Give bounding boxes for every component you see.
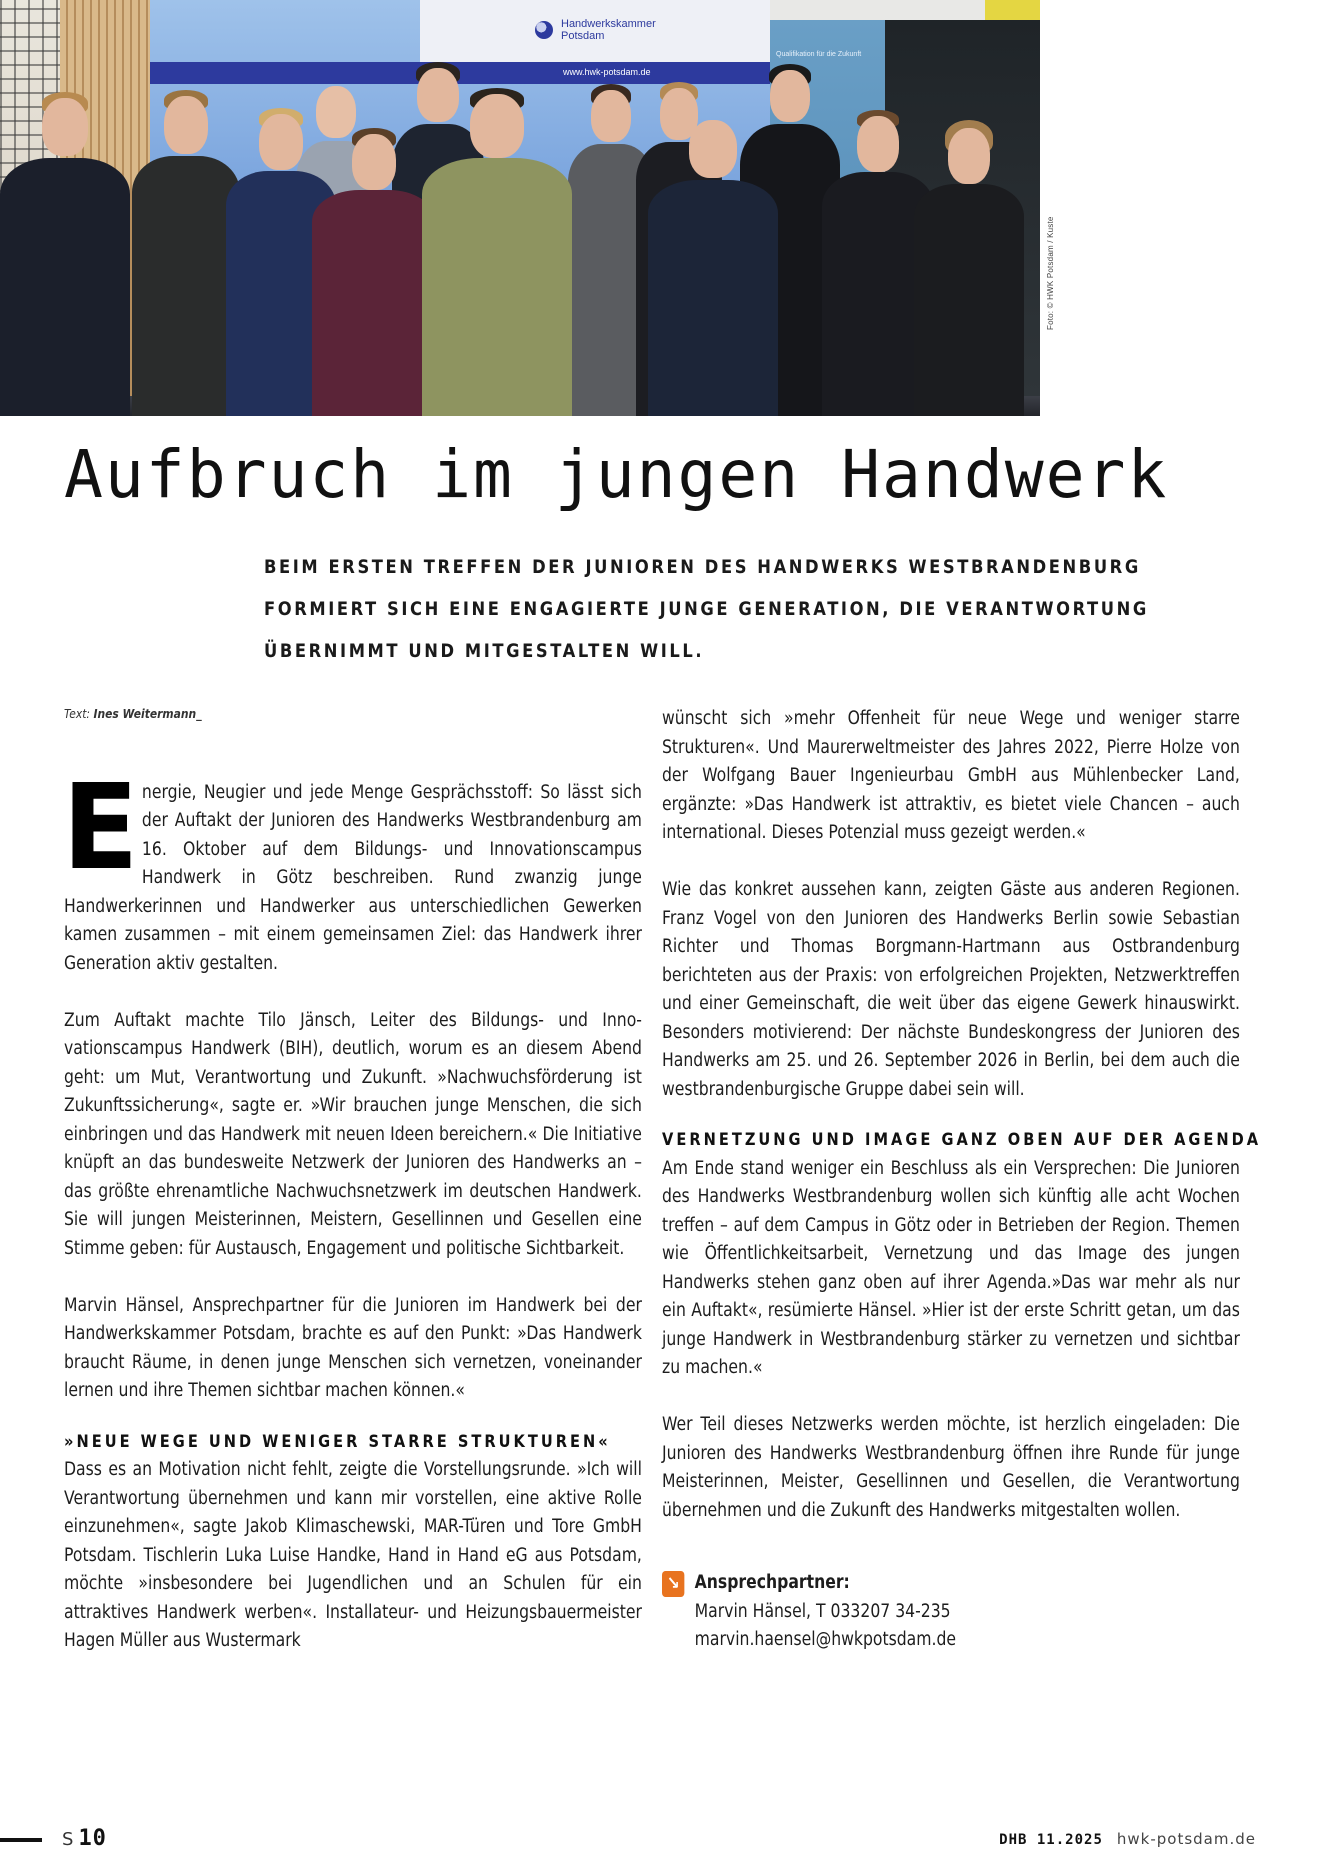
paragraph: Wie das konkret aussehen kann, zeigten Gäste aus anderen Regionen. Franz Vogel von den Junioren des Handwerks Berlin sowie Sebastian Richter und Thomas Borgmann-Hartmann aus Ostbrandenburg berichteten aus der Praxis: von erfolgreichen Projekten, Netzwerktreffen und einer Gemeinschaft, die weit über das eigene Gewerk hinauswirkt. Besonders motivierend: Der nächste Bundeskongress der Junioren des Handwerks am 25. und 26. September 2026 in Berlin, bei dem auch die westbrandenburgische Gruppe dabei sein will. <box>662 879 1240 1100</box>
person <box>422 92 572 416</box>
yellow-wall-accent <box>985 0 1040 20</box>
drop-cap: E <box>62 757 139 896</box>
paragraph: wünscht sich »mehr Offenheit für neue Wege und weniger starre Strukturen«. Und Maurerweltmeister des Jahres 2022, Pierre Holze von der Wolfgang Bauer Ingenieurbau GmbH aus Mühlenbecker Land, ergänzte: »Das Handwerk ist attraktiv, es bietet viele Chancen – auch international. Dieses Potenzial muss gezeigt werden.« <box>662 708 1240 843</box>
lead-line: BEIM ERSTEN TREFFEN DER JUNIOREN DES HANDWERKS WESTBRANDENBURG <box>264 556 1141 578</box>
issue-label: DHB 11.2025 <box>999 1832 1103 1848</box>
article-title: Aufbruch im jungen Handwerk <box>64 436 1169 513</box>
person <box>0 96 130 416</box>
subheading: »NEUE WEGE UND WENIGER STARRE STRUKTUREN« <box>64 1431 611 1452</box>
person <box>312 132 436 416</box>
subheading: VERNETZUNG UND IMAGE GANZ OBEN AUF DER AGENDA <box>662 1130 1262 1150</box>
paragraph-intro: Energie, Neugier und jede Menge Gesprächsstoff: So lässt sich der Auftakt der Junioren des Handwerks Westbrandenburg am 16. Oktober auf dem Bildungs- und Innovationscampus Handwerk in Götz beschreiben. Rund zwanzig junge Handwerkerinnen und Handwerker aus unterschiedlichen Gewerken kamen zusammen – mit einem gemeinsamen Ziel: das Handwerk ihrer Generation aktiv gestalten. <box>62 757 642 974</box>
contact-name-phone: Marvin Hänsel, T 033207 34-235 <box>694 1600 951 1622</box>
photo-credit: Foto: © HWK Potsdam / Kuste <box>1046 216 1055 330</box>
chamber-logo <box>535 18 656 42</box>
info-panel-text: Qualifikation für die Zukunft <box>776 51 862 58</box>
banner-org-line2: Potsdam <box>561 30 605 43</box>
paragraph: Zum Auftakt machte Tilo Jänsch, Leiter des Bildungs- und Innovationscampus Handwerk (BIH), deutlich, worum es an diesem Abend geht: um Mut, Verantwortung und Zukunft. »Nachwuchsförderung ist Zukunftssicherung«, sagte er. »Wir brauchen junge Menschen, die sich einbringen und das Handwerk mit neuen Ideen bereichern.« Die Initiative knüpft an das bundesweite Netzwerk der Junioren des Handwerks an – das größte ehrenamtliche Nachwuchsnetzwerk im deutschen Handwerk. Sie will jungen Meisterinnen, Meistern, Gesellinnen und Gesellen eine Stimme geben: für Austausch, Engagement und politische Sichtbarkeit. <box>64 1009 642 1259</box>
byline <box>64 700 642 729</box>
paragraph: Dass es an Motivation nicht fehlt, zeigte die Vorstellungsrunde. »Ich will Verantwortung übernehmen und kann mir vorstellen, eine aktive Rolle einzunehmen«, sagte Jakob Klimaschewski, MAR-Türen und Tore GmbH Potsdam. Tischlerin Luka Luise Handke, Hand in Hand eG aus Potsdam, möchte »insbesondere bei Jugendlichen und an Schulen für ein attraktives Handwerk werben«. Installateur- und Heizungsbauermeister Hagen Müller aus Wustermark <box>64 1459 642 1651</box>
lead-line: FORMIERT SICH EINE ENGAGIERTE JUNGE GENERATION, DIE VERANTWORTUNG <box>264 598 1149 620</box>
article-lead <box>264 546 1149 672</box>
column-left <box>64 700 642 1656</box>
group-photo <box>0 0 1040 416</box>
paragraph-closing: Wer Teil dieses Netzwerks werden möchte, ist herzlich eingeladen: Die Junioren des Handwerks Westbrandenburg öffnen ihre Runde für junge Meisterinnen, Meister, Gesellinnen und Gesellen, die Verantwortung übernehmen und die Zukunft des Handwerks mitgestalten wollen. <box>662 1414 1240 1521</box>
footer-issue <box>999 1830 1256 1848</box>
lead-line: ÜBERNIMMT UND MITGESTALTEN WILL. <box>264 640 705 662</box>
banner-org-line1: Handwerkskammer <box>561 18 656 30</box>
page-number-value: 10 <box>78 1826 107 1851</box>
ceiling <box>770 0 985 20</box>
footer-website[interactable]: hwk-potsdam.de <box>1116 1830 1256 1848</box>
byline-author: Ines Weitermann_ <box>93 706 202 721</box>
contact-box <box>662 1569 1240 1655</box>
person <box>914 126 1024 416</box>
paragraph: Am Ende stand weniger ein Beschluss als ein Versprechen: Die Junioren des Handwerks Westbrandenburg wollen sich künftig alle acht Wochen treffen – auf dem Campus in Götz oder in Betrieben der Region. Themen wie Öffentlichkeitsarbeit, Vernetzung und das Image des jungen Handwerks stehen ganz oben auf ihrer Agenda.»Das war mehr als nur ein Auftakt«, resümierte Hänsel. »Hier ist der erste Schritt getan, um das junge Handwerk in Westbrandenburg stärker zu vernetzen und sichtbar zu machen.« <box>662 1157 1240 1378</box>
banner-url: www.hwk-potsdam.de <box>563 67 651 77</box>
byline-prefix: Text: <box>64 706 94 721</box>
contact-email[interactable]: marvin.haensel@hwkpotsdam.de <box>694 1629 957 1650</box>
footer-rule <box>0 1838 42 1842</box>
column-right <box>662 705 1262 1655</box>
paragraph: Marvin Hänsel, Ansprechpartner für die Junioren im Handwerk bei der Handwerkskammer Potsdam, brachte es auf den Punkt: »Das Handwerk braucht Räume, in denen junge Menschen sich vernetzen, voneinander lernen und ihre Themen sichtbar machen können.« <box>64 1294 642 1401</box>
contact-title: Ansprechpartner: <box>694 1572 850 1593</box>
arrow-down-right-icon: ↘ <box>662 1571 684 1597</box>
page-prefix: S <box>62 1829 75 1850</box>
person <box>648 118 778 416</box>
person <box>132 94 240 416</box>
page-number <box>62 1826 107 1851</box>
chamber-logo-icon <box>535 21 553 39</box>
